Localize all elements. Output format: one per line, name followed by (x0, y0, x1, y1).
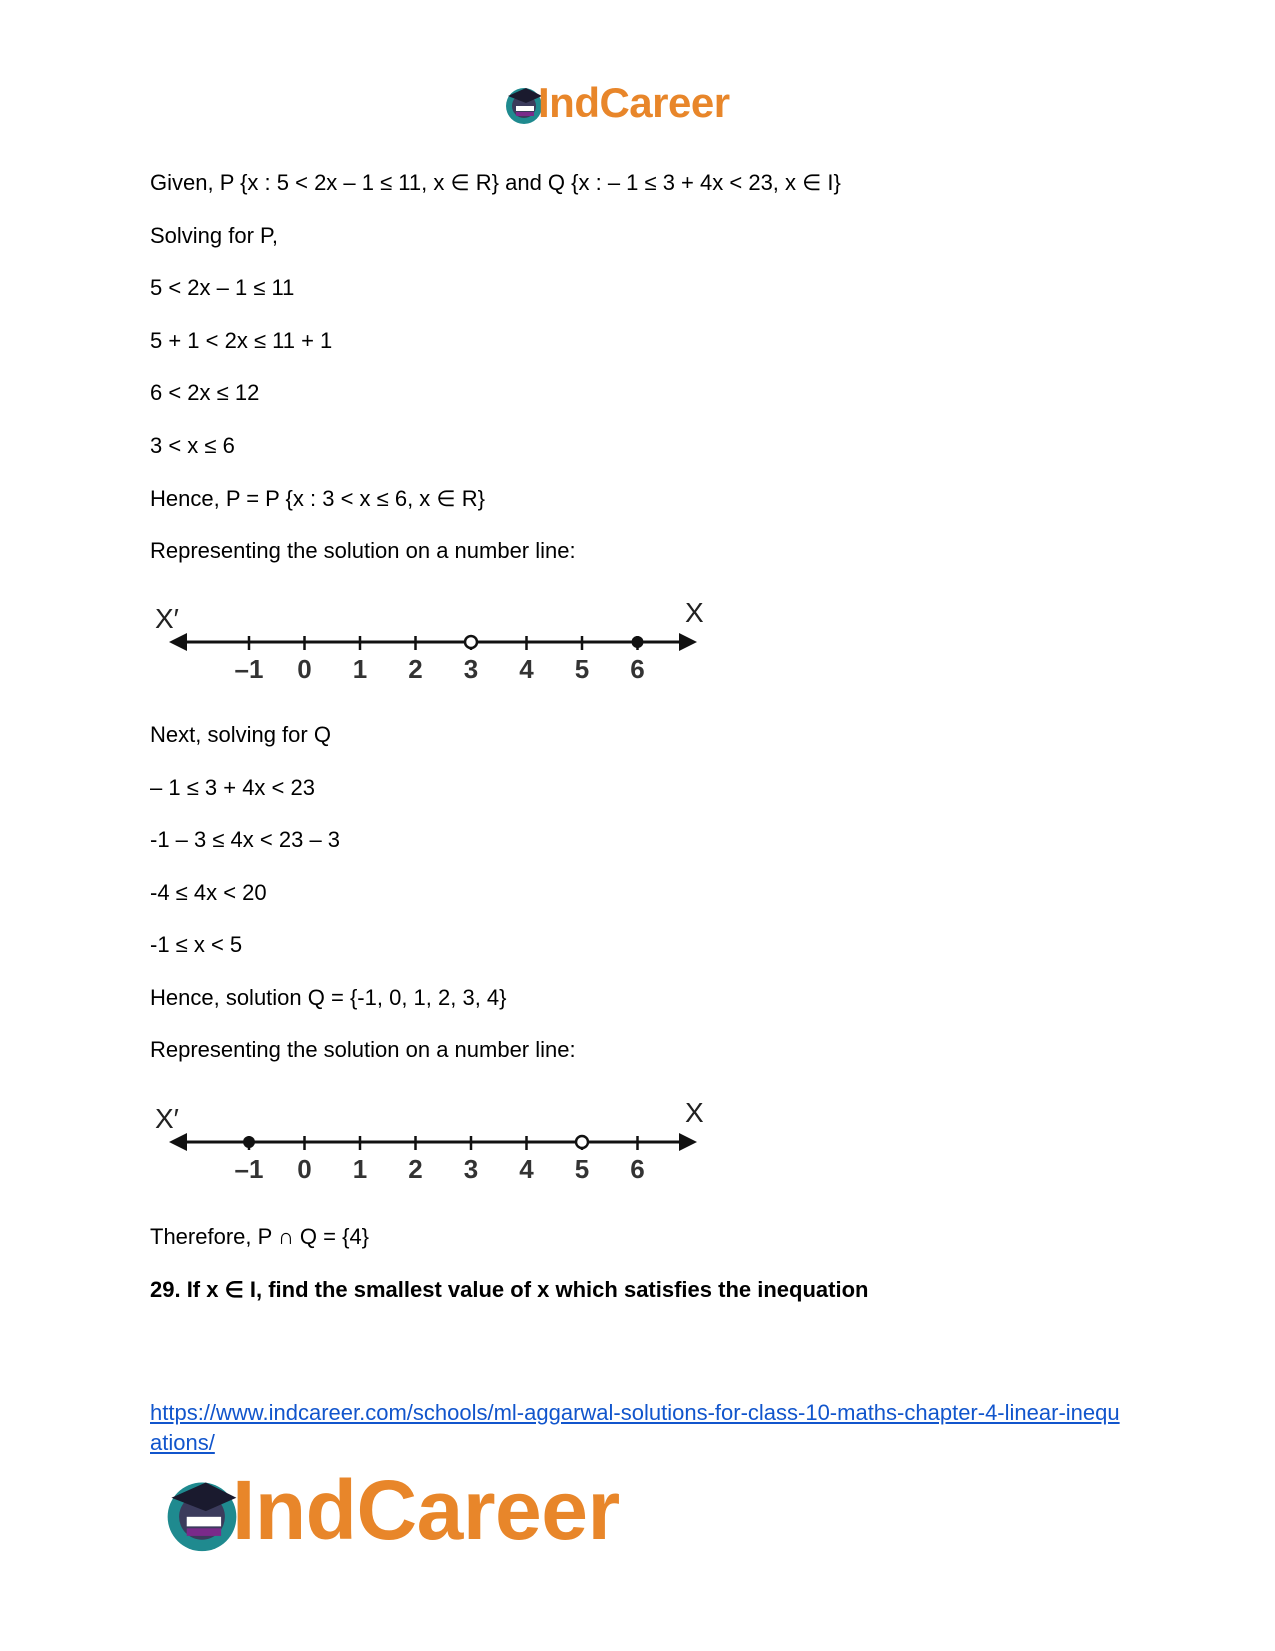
p-step-2: 5 + 1 < 2x ≤ 11 + 1 (150, 328, 333, 353)
solving-q-heading: Next, solving for Q (150, 722, 331, 747)
number-line-p-tick-label: 3 (463, 654, 479, 684)
number-line-intro-p: Representing the solution on a number line: (150, 538, 576, 563)
number-line-p-tick-label: 4 (519, 654, 534, 684)
number-line-p-tick-label: –1 (234, 654, 264, 684)
q-step-2: -1 – 3 ≤ 4x < 23 – 3 (150, 827, 341, 852)
question-29: 29. If x ∈ I, find the smallest value of x which satisfies the inequation (150, 1277, 869, 1302)
number-line-q (155, 1100, 750, 1210)
number-line-p-tick-label: 0 (297, 654, 312, 684)
number-line-p-left-label: X′ (155, 603, 179, 634)
number-line-q-tick-label: 5 (574, 1154, 590, 1184)
number-line-p-tick-label: 1 (352, 654, 368, 684)
logo-wordmark: IndCareer (538, 79, 730, 126)
header-logo (0, 80, 1275, 130)
q-result: Hence, solution Q = {-1, 0, 1, 2, 3, 4} (150, 985, 507, 1010)
number-line-p (155, 600, 750, 710)
number-line-p-right-label: X (685, 600, 704, 628)
number-line-q-open-point (576, 1136, 588, 1148)
number-line-q-right-label: X (685, 1100, 704, 1128)
p-step-4: 3 < x ≤ 6 (150, 433, 235, 458)
source-link[interactable]: https://www.indcareer.com/schools/ml-aggarwal-solutions-for-class-10-maths-chapter-4-linear-inequations/ (150, 1400, 1120, 1455)
number-line-q-tick-label: 6 (630, 1154, 645, 1184)
number-line-p-closed-point (632, 636, 644, 648)
number-line-q-tick-label: 3 (463, 1154, 479, 1184)
p-result: Hence, P = P {x : 3 < x ≤ 6, x ∈ R} (150, 486, 485, 511)
footer-logo (160, 1463, 700, 1558)
q-step-3: -4 ≤ 4x < 20 (150, 880, 267, 905)
q-step-4: -1 ≤ x < 5 (150, 932, 243, 957)
given-statement: Given, P {x : 5 < 2x – 1 ≤ 11, x ∈ R} and Q {x : – 1 ≤ 3 + 4x < 23, x ∈ I} (150, 170, 841, 195)
p-step-1: 5 < 2x – 1 ≤ 11 (150, 275, 295, 300)
number-line-q-left-label: X′ (155, 1103, 179, 1134)
q-step-1: – 1 ≤ 3 + 4x < 23 (150, 775, 315, 800)
number-line-q-right-arrow (679, 1133, 697, 1151)
number-line-p-open-point (465, 636, 477, 648)
number-line-p-tick-label: 6 (630, 654, 645, 684)
number-line-intro-q: Representing the solution on a number line: (150, 1037, 576, 1062)
number-line-p-tick-label: 5 (574, 654, 590, 684)
logo-wordmark: IndCareer (232, 1463, 620, 1557)
number-line-q-tick-label: 0 (297, 1154, 312, 1184)
number-line-q-tick-label: –1 (234, 1154, 264, 1184)
number-line-p-left-arrow (169, 633, 187, 651)
number-line-q-left-arrow (169, 1133, 187, 1151)
number-line-q-tick-label: 4 (519, 1154, 534, 1184)
number-line-q-tick-label: 2 (408, 1154, 423, 1184)
number-line-p-right-arrow (679, 633, 697, 651)
number-line-q-tick-label: 1 (352, 1154, 368, 1184)
intersection-result: Therefore, P ∩ Q = {4} (150, 1224, 370, 1249)
number-line-p-tick-label: 2 (408, 654, 423, 684)
solving-p-heading: Solving for P, (150, 223, 279, 248)
p-step-3: 6 < 2x ≤ 12 (150, 380, 260, 405)
number-line-q-closed-point (243, 1136, 255, 1148)
